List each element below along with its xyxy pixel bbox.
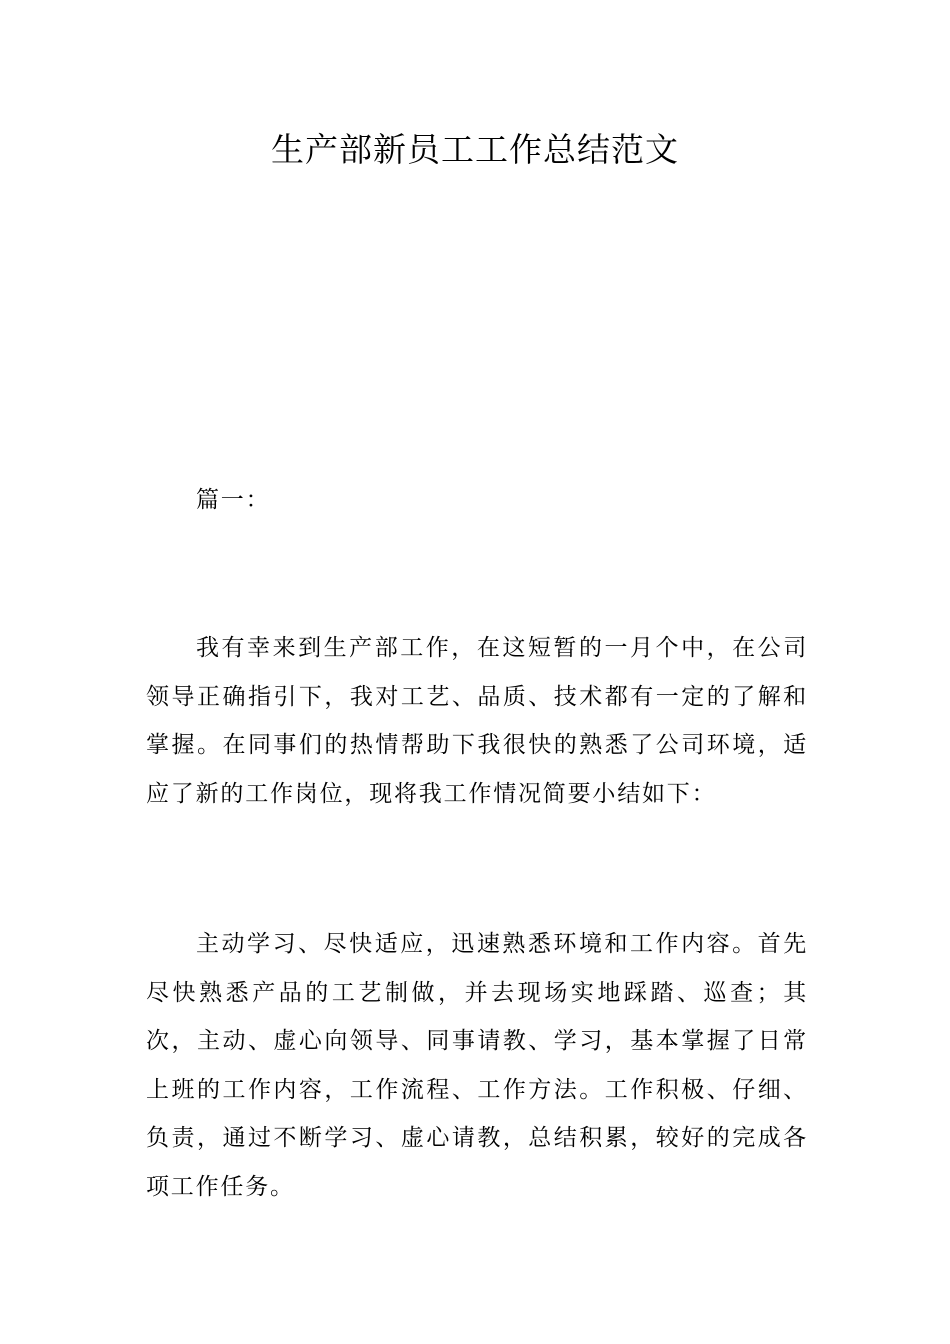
body-paragraph: 主动学习、尽快适应，迅速熟悉环境和工作内容。首先尽快熟悉产品的工艺制做，并去现场实地踩踏、巡查；其次，主动、虚心向领导、同事请教、学习，基本掌握了日常上班的工作内容，工作流程、工作方法。工作积极、仔细、负责，通过不断学习、虚心请教，总结积累，较好的完成各项工作任务。 <box>146 931 808 1200</box>
document-title: 生产部新员工工作总结范文 <box>271 130 679 169</box>
section-label: 篇一： <box>196 487 271 513</box>
body-paragraph: 我有幸来到生产部工作，在这短暂的一月个中，在公司领导正确指引下，我对工艺、品质、技术都有一定的了解和掌握。在同事们的热情帮助下我很快的熟悉了公司环境，适应了新的工作岗位，现将我工作情况简要小结如下： <box>146 635 808 807</box>
